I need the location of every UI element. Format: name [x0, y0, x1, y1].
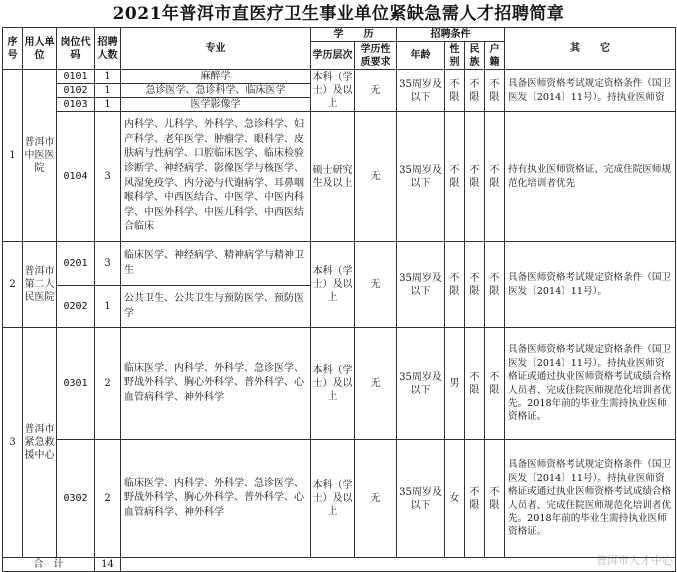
cell-hukou: 不限 — [485, 328, 505, 440]
cell-major: 临床医学、神经病学、精神病学与精神卫生 — [121, 242, 311, 286]
cell-gender: 不限 — [445, 70, 465, 112]
header-row-1 — [3, 28, 676, 42]
cell-other: 具备医师资格考试规定资格条件（国卫医发〔2014〕11号）。持执业医师资 — [505, 70, 676, 112]
total-row — [3, 558, 676, 572]
cell-age: 35周岁及以下 — [397, 242, 445, 328]
cell-post-code: 0302 — [57, 440, 95, 558]
header-post-code: 岗位代码 — [57, 28, 95, 70]
cell-ethnicity: 不限 — [465, 440, 485, 558]
cell-post-code: 0201 — [57, 242, 95, 286]
cell-seq: 3 — [3, 328, 23, 558]
cell-gender: 不限 — [445, 242, 465, 328]
cell-ethnicity: 不限 — [465, 112, 485, 242]
cell-major: 公共卫生、公共卫生与预防医学、预防医学 — [121, 286, 311, 328]
cell-major: 麻醉学 — [121, 70, 311, 84]
cell-edu-nature: 无 — [355, 440, 397, 558]
cell-edu-level: 本科（学士）及以上 — [311, 70, 355, 112]
header-conditions: 招聘条件 — [397, 28, 505, 42]
cell-age: 35周岁及以下 — [397, 70, 445, 112]
cell-post-code: 0104 — [57, 112, 95, 242]
total-empty — [121, 558, 676, 572]
cell-post-code: 0202 — [57, 286, 95, 328]
table-row — [3, 112, 676, 242]
cell-other: 持有执业医师资格证、完成住院医师规范化培训者优先 — [505, 112, 676, 242]
cell-employer: 普洱市第二人民医院 — [23, 242, 57, 328]
cell-count: 3 — [95, 242, 121, 286]
total-count: 14 — [95, 558, 121, 572]
cell-hukou: 不限 — [485, 70, 505, 112]
header-major: 专业 — [121, 28, 311, 70]
cell-other: 具备医师资格考试规定资格条件（国卫医发〔2014〕11号）。持执业医师资格证或通过执业医师资格考试成绩合格人员者、完成住院医师规范化培训者优先。2018年前的毕业生需持执业医师资格证。 — [505, 328, 676, 440]
header-ethnicity: 民族 — [465, 42, 485, 70]
total-label: 合 计 — [3, 558, 95, 572]
cell-major: 急诊医学、急诊科学、临床医学 — [121, 84, 311, 98]
cell-employer: 普洱市紧急救援中心 — [23, 328, 57, 558]
cell-edu-level: 本科（学士）及以上 — [311, 440, 355, 558]
cell-count: 1 — [95, 98, 121, 112]
header-employer: 用人单位 — [23, 28, 57, 70]
cell-seq: 1 — [3, 70, 23, 242]
cell-ethnicity: 不限 — [465, 242, 485, 328]
header-edu-nature: 学历性质要求 — [355, 42, 397, 70]
cell-gender: 不限 — [445, 112, 465, 242]
cell-edu-level: 本科（学士）及以上 — [311, 328, 355, 440]
cell-edu-nature: 无 — [355, 242, 397, 328]
table-row — [3, 328, 676, 440]
header-gender: 性别 — [445, 42, 465, 70]
cell-age: 35周岁及以下 — [397, 112, 445, 242]
table-row — [3, 70, 676, 84]
cell-edu-level: 硕士研究生及以上 — [311, 112, 355, 242]
cell-gender: 女 — [445, 440, 465, 558]
recruitment-table — [2, 27, 676, 572]
cell-hukou: 不限 — [485, 112, 505, 242]
cell-ethnicity: 不限 — [465, 328, 485, 440]
table-row — [3, 242, 676, 286]
cell-hukou: 不限 — [485, 242, 505, 328]
header-seq: 序号 — [3, 28, 23, 70]
cell-age: 35周岁及以下 — [397, 328, 445, 440]
cell-gender: 男 — [445, 328, 465, 440]
cell-major: 内科学、儿科学、外科学、急诊科学、妇产科学、老年医学、肿瘤学、眼科学、皮肤病与性病学、口腔临床医学、临床检验诊断学、神经病学、影像医学与核医学、风湿免疫学、内分泌与代谢病学、耳鼻咽喉科学、中西医结合、中医学、中医内科学、中医外科学、中医儿科学、中西医结合临床 — [121, 112, 311, 242]
cell-other: 具备医师资格考试规定资格条件（国卫医发〔2014〕11号）。 — [505, 242, 676, 328]
cell-employer: 普洱市中医医院 — [23, 70, 57, 242]
header-other: 其 它 — [505, 28, 676, 70]
page-title: 2021年普洱市直医疗卫生事业单位紧缺急需人才招聘简章 — [112, 4, 565, 24]
cell-post-code: 0301 — [57, 328, 95, 440]
header-age: 年龄 — [397, 42, 445, 70]
header-edu-level: 学历层次 — [311, 42, 355, 70]
cell-count: 2 — [95, 440, 121, 558]
cell-count: 1 — [95, 84, 121, 98]
cell-seq: 2 — [3, 242, 23, 328]
cell-ethnicity: 不限 — [465, 70, 485, 112]
cell-post-code: 0102 — [57, 84, 95, 98]
cell-hukou: 不限 — [485, 440, 505, 558]
cell-age: 35周岁及以下 — [397, 440, 445, 558]
cell-edu-nature: 无 — [355, 70, 397, 112]
header-hukou: 户籍 — [485, 42, 505, 70]
cell-count: 1 — [95, 286, 121, 328]
cell-major: 临床医学、内科学、外科学、急诊医学、野战外科学、胸心外科学、普外科学、心血管病科学、神外科学 — [121, 440, 311, 558]
cell-post-code: 0101 — [57, 70, 95, 84]
cell-post-code: 0103 — [57, 98, 95, 112]
cell-edu-nature: 无 — [355, 112, 397, 242]
cell-count: 3 — [95, 112, 121, 242]
cell-count: 1 — [95, 70, 121, 84]
cell-edu-level: 本科（学士）及以上 — [311, 242, 355, 328]
cell-edu-nature: 无 — [355, 328, 397, 440]
watermark: 普洱市人才中心 — [596, 554, 673, 567]
header-count: 招聘人数 — [95, 28, 121, 70]
cell-major: 医学影像学 — [121, 98, 311, 112]
cell-major: 临床医学、内科学、外科学、急诊医学、野战外科学、胸心外科学、普外科学、心血管病科学、神外科学 — [121, 328, 311, 440]
cell-other: 具备医师资格考试规定资格条件（国卫医发〔2014〕11号）。持执业医师资格证或通过执业医师资格考试成绩合格人员者、完成住院医师规范化培训者优先。2018年前的毕业生需持执业医师资格证。 — [505, 440, 676, 558]
header-education: 学 历 — [311, 28, 397, 42]
cell-count: 2 — [95, 328, 121, 440]
table-row — [3, 440, 676, 558]
